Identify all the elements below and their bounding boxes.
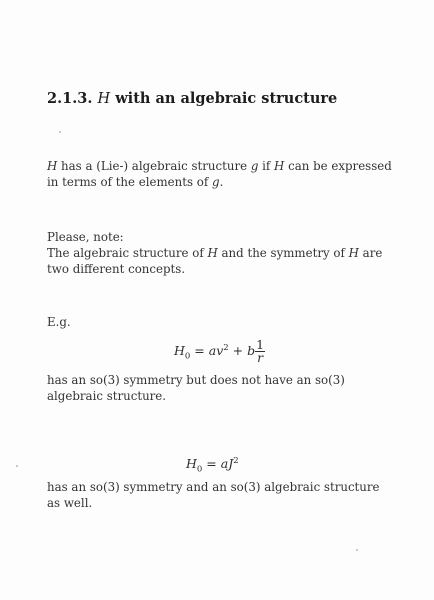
note-text: and the symmetry of xyxy=(217,246,349,260)
eq1-term-b: b xyxy=(247,343,256,358)
eq1-fraction xyxy=(255,339,265,364)
var-h: H xyxy=(348,246,359,260)
section-variable: H xyxy=(97,91,111,107)
paper-speck xyxy=(59,131,61,133)
eq1-term-a: av xyxy=(208,343,224,358)
var-h: H xyxy=(47,159,58,173)
example-label: E.g. xyxy=(47,315,71,329)
example-2-description: has an so(3) symmetry and an so(3) algebraic structure as well. xyxy=(47,480,380,510)
eq1-term-a-exponent: 2 xyxy=(223,342,229,353)
eq2-equals: = xyxy=(202,456,221,472)
var-g: g xyxy=(212,175,220,189)
note-paragraph xyxy=(47,245,392,277)
definition-text: can be expressed in terms of the elements of xyxy=(47,159,392,189)
eq2-rhs-exponent: 2 xyxy=(233,456,239,466)
eq1-lhs-subscript: 0 xyxy=(184,351,191,362)
definition-text: . xyxy=(219,175,224,189)
var-h: H xyxy=(207,246,218,260)
eq1-lhs: H xyxy=(174,343,185,358)
eq1-fraction-numerator: 1 xyxy=(256,337,265,352)
var-h: H xyxy=(274,159,285,173)
note-text: The algebraic structure of xyxy=(47,246,208,260)
eq1-equals: = xyxy=(190,343,209,358)
var-g: g xyxy=(250,159,259,173)
section-title: with an algebraic structure xyxy=(115,90,338,107)
eq2-lhs: H xyxy=(186,456,197,472)
eq2-rhs: aJ xyxy=(220,456,234,472)
note-label: Please, note: xyxy=(47,230,124,244)
example-1-description: has an so(3) symmetry but does not have an so(3) algebraic structure. xyxy=(47,373,345,403)
section-number: 2.1.3. xyxy=(47,90,93,107)
paper-speck xyxy=(16,465,18,467)
definition-text: has a (Lie-) algebraic structure xyxy=(57,159,251,173)
equation-1 xyxy=(174,339,265,364)
definition-text: if xyxy=(258,159,275,173)
note-text: are two different concepts. xyxy=(47,246,383,276)
section-heading xyxy=(47,90,337,107)
equation-2 xyxy=(186,456,239,475)
paper-speck xyxy=(356,549,358,551)
eq1-fraction-denominator: r xyxy=(257,350,264,365)
eq2-lhs-subscript: 0 xyxy=(196,464,203,475)
definition-paragraph xyxy=(47,158,392,190)
eq1-plus: + xyxy=(228,343,248,358)
